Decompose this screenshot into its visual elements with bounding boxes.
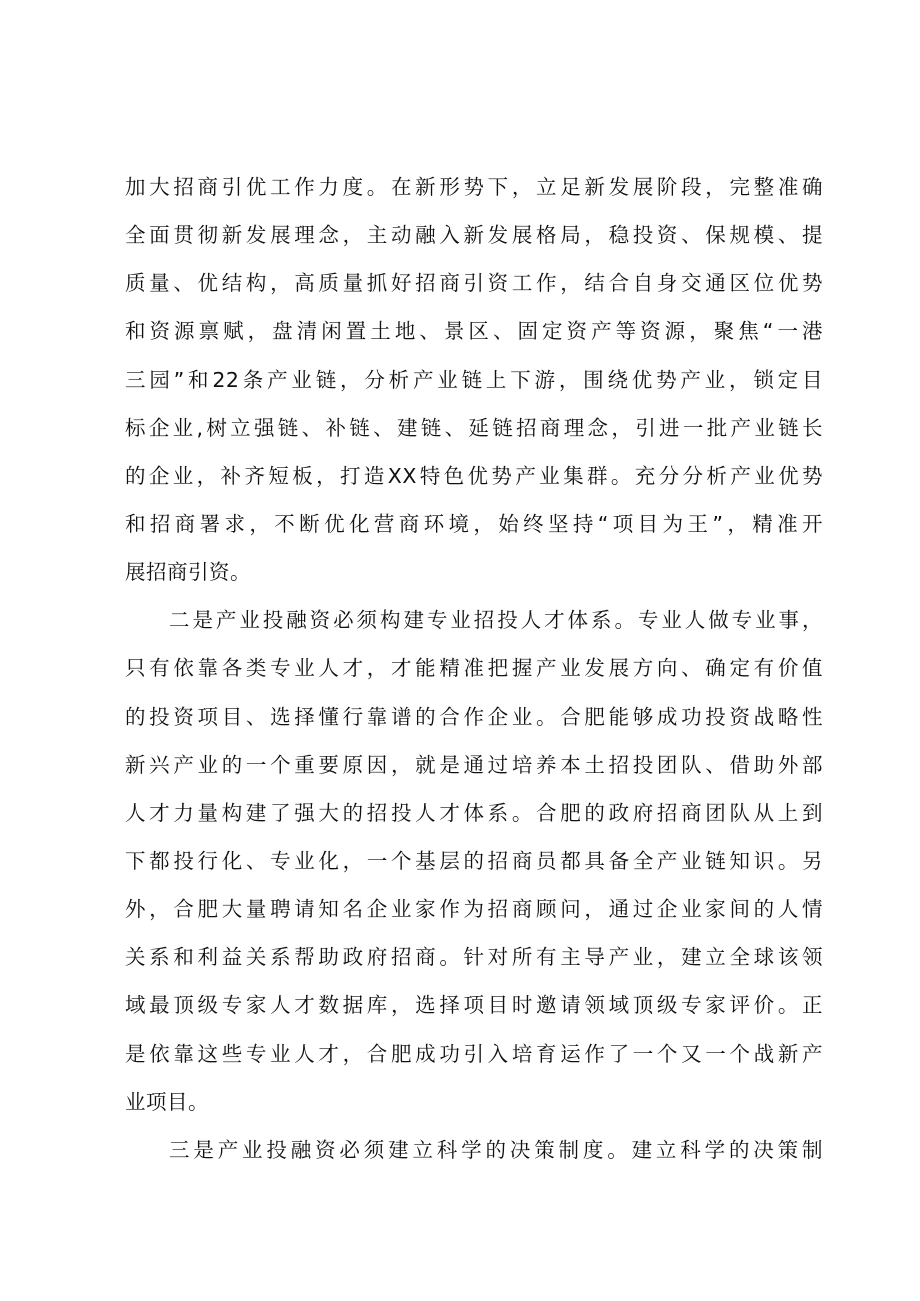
paragraph-line: 三是产业投融资必须建立科学的决策制度。建立科学的决策制 — [169, 1137, 823, 1162]
paragraph-line: 质量、优结构，高质量抓好招商引资工作，结合自身交通区位优势 — [125, 271, 823, 296]
paragraph-decision-system — [125, 1126, 823, 1174]
paragraph-line: 关系和利益关系帮助政府招商。针对所有主导产业，建立全球该领 — [125, 945, 823, 970]
paragraph-line: 下都投行化、专业化，一个基层的招商员都具备全产业链知识。另 — [125, 848, 823, 873]
paragraph-investment-promotion — [125, 163, 823, 596]
paragraph-line: 域最顶级专家人才数据库，选择项目时邀请领域顶级专家评价。正 — [125, 993, 823, 1018]
document-body — [125, 163, 823, 1174]
paragraph-line: 是依靠这些专业人才，合肥成功引入培育运作了一个又一个战新产 — [125, 1041, 823, 1066]
paragraph-line: 的企业，补齐短板，打造XX特色优势产业集群。充分分析产业优势 — [125, 463, 823, 488]
paragraph-line: 新兴产业的一个重要原因，就是通过培养本土招投团队、借助外部 — [125, 752, 823, 777]
paragraph-line: 只有依靠各类专业人才，才能精准把握产业发展方向、确定有价值 — [125, 656, 823, 681]
paragraph-line: 加大招商引优工作力度。在新形势下，立足新发展阶段，完整准确 — [125, 175, 823, 199]
paragraph-talent-system — [125, 596, 823, 1126]
paragraph-line: 和招商署求，不断优化营商环境，始终坚持“项目为王”，精准开 — [125, 511, 823, 536]
paragraph-line: 业项目。 — [125, 1089, 209, 1114]
paragraph-line: 标企业,树立强链、补链、建链、延链招商理念，引进一批产业链长 — [125, 415, 823, 440]
paragraph-line: 外，合肥大量聘请知名企业家作为招商顾问，通过企业家间的人情 — [125, 897, 823, 922]
paragraph-line: 人才力量构建了强大的招投人才体系。合肥的政府招商团队从上到 — [125, 800, 823, 825]
paragraph-line: 展招商引资。 — [125, 560, 251, 585]
paragraph-line: 和资源禀赋，盘清闲置土地、景区、固定资产等资源，聚焦“一港 — [125, 319, 823, 344]
paragraph-line: 三园”和22条产业链，分析产业链上下游，围绕优势产业，锁定目 — [125, 367, 823, 392]
paragraph-line: 二是产业投融资必须构建专业招投人才体系。专业人做专业事， — [169, 608, 823, 633]
paragraph-line: 的投资项目、选择懂行靠谱的合作企业。合肥能够成功投资战略性 — [125, 704, 823, 729]
paragraph-line: 全面贯彻新发展理念，主动融入新发展格局，稳投资、保规模、提 — [125, 223, 823, 248]
